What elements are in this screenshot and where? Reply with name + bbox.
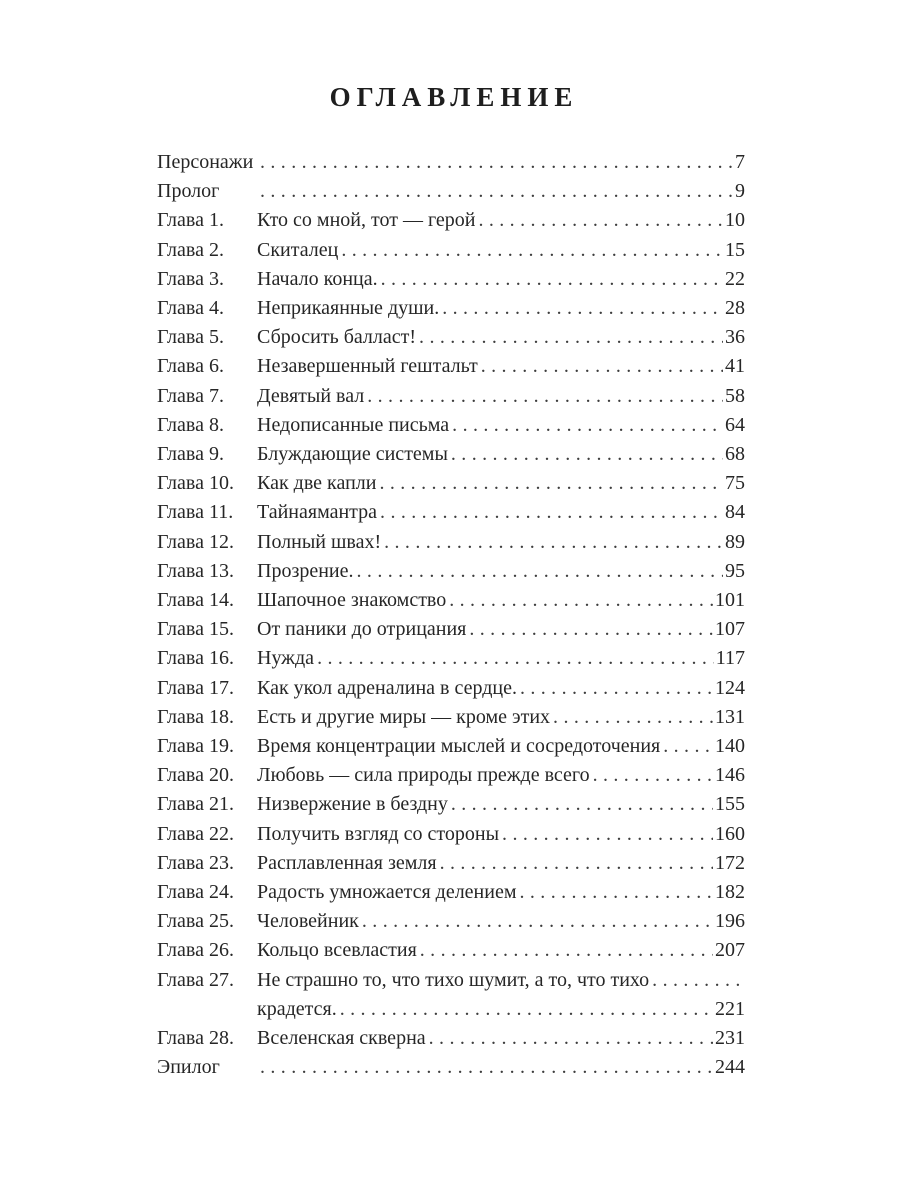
toc-entry-title: Не страшно то, что тихо шумит, а то, что тихо	[257, 968, 650, 991]
toc-entry-page: 160	[715, 822, 745, 845]
toc-entry-label: Глава 3.	[157, 267, 224, 290]
toc-entry-page: 146	[715, 764, 745, 787]
toc-entry-page: 172	[715, 851, 745, 874]
toc-entry-page: 36	[725, 326, 745, 349]
toc-entry-label: Глава 26.	[157, 939, 234, 962]
toc-entry-label: Глава 2.	[157, 238, 224, 261]
toc-entry-page: 22	[725, 267, 745, 290]
toc-entry-label: Глава 10.	[157, 472, 234, 495]
toc-entry-title: Кольцо всевластия	[257, 939, 417, 962]
toc-entry-label: Глава 27.	[157, 968, 234, 991]
toc-entry-title: Получить взгляд со стороны	[257, 822, 500, 845]
toc-entry	[157, 352, 745, 381]
toc-entry-title: Расплавленная земля	[257, 851, 437, 874]
toc-entry-label: Глава 20.	[157, 764, 234, 787]
toc-entry-page: 95	[725, 559, 745, 582]
toc-entry-label: Глава 17.	[157, 676, 234, 699]
toc-entry-title: Прозрение.	[257, 559, 354, 582]
toc-entry	[157, 966, 745, 995]
toc-entry	[157, 878, 745, 907]
toc-entry-page: 207	[715, 939, 745, 962]
toc-entry-label: Глава 19.	[157, 735, 234, 758]
toc-entry-label: Глава 25.	[157, 910, 234, 933]
toc-entry-label: Глава 7.	[157, 384, 224, 407]
dot-leader	[417, 936, 713, 965]
dot-leader	[439, 294, 723, 323]
toc-entry-label: Пролог	[157, 180, 220, 203]
toc-entry	[157, 528, 745, 557]
dot-leader	[517, 878, 714, 907]
toc-entry-page: 10	[725, 209, 745, 232]
toc-entry-page: 131	[715, 705, 745, 728]
toc-entry-label: Персонажи	[157, 151, 254, 173]
toc-entry	[157, 732, 745, 761]
toc-entry-page: 231	[715, 1027, 745, 1050]
page-title: ОГЛАВЛЕНИЕ	[329, 82, 579, 112]
toc-entry-title: Нужда	[257, 647, 315, 670]
toc-entry-page: 15	[725, 238, 745, 261]
dot-leader	[338, 236, 723, 265]
toc-entry-title: Вселенская скверна	[257, 1027, 426, 1050]
toc-entry-page: 64	[725, 413, 745, 436]
toc-entry	[157, 849, 745, 878]
toc-entry-page: 140	[715, 735, 745, 758]
toc-entry-title: Блуждающие системы	[257, 443, 448, 466]
toc-entry	[157, 382, 745, 411]
dot-leader	[448, 790, 713, 819]
toc-entry	[157, 1024, 745, 1053]
dot-leader	[257, 1053, 713, 1082]
toc-entry	[157, 615, 745, 644]
toc-entry-label: Глава 4.	[157, 297, 224, 320]
dot-leader	[378, 265, 723, 294]
dot-leader	[416, 323, 723, 352]
toc-entry	[157, 265, 745, 294]
toc-entry-title: Любовь — сила природы прежде всего	[257, 764, 590, 787]
toc-entry-label: Глава 23.	[157, 851, 234, 874]
dot-leader	[257, 177, 733, 206]
toc-entry-title: Человейник	[257, 910, 359, 933]
toc-entry-title: Как укол адреналина в сердце.	[257, 676, 517, 699]
toc-entry	[157, 644, 745, 673]
toc-entry	[157, 440, 745, 469]
dot-leader	[590, 761, 713, 790]
toc-entry-page: 101	[715, 589, 745, 612]
toc-entry-label: Глава 12.	[157, 530, 234, 553]
toc-entry-title: Радость умножается делением	[257, 881, 517, 904]
toc-entry	[157, 469, 745, 498]
toc-entry-page: 7	[735, 151, 745, 173]
toc-entry-page: 28	[725, 297, 745, 320]
dot-leader	[448, 440, 723, 469]
toc-entry-label: Глава 16.	[157, 647, 234, 670]
toc-entry	[157, 498, 745, 527]
dot-leader	[314, 644, 714, 673]
toc-entry-title: Неприкаянные души.	[257, 297, 440, 320]
toc-entry-title: Есть и другие миры — кроме этих	[257, 705, 551, 728]
toc-entry-title: Девятый вал	[257, 384, 365, 407]
toc-entry-title: Скиталец	[257, 238, 339, 261]
toc-entry-page: 117	[715, 647, 745, 670]
toc-entry	[157, 790, 745, 819]
dot-leader	[660, 732, 713, 761]
toc-entry-page: 155	[715, 793, 745, 816]
toc-entry-title: Начало конца.	[257, 267, 378, 290]
toc-entry-page: 41	[725, 355, 745, 378]
toc-entry	[157, 411, 745, 440]
toc-entry-label: Глава 13.	[157, 559, 234, 582]
toc-entry-title: Низвержение в бездну	[257, 793, 448, 816]
toc-entry	[157, 674, 745, 703]
dot-leader	[475, 206, 723, 235]
toc-entry	[157, 995, 745, 1024]
toc-entry-label: Эпилог	[157, 1056, 220, 1079]
toc-entry-page: 221	[715, 997, 745, 1020]
toc-entry-label: Глава 22.	[157, 822, 234, 845]
dot-leader	[376, 469, 723, 498]
toc-entry-label: Глава 9.	[157, 443, 224, 466]
dot-leader	[437, 849, 713, 878]
toc-entry-title: Как две капли	[257, 472, 377, 495]
toc-entry	[157, 936, 745, 965]
toc-entry-label: Глава 6.	[157, 355, 224, 378]
toc-entry-page: 9	[735, 180, 745, 203]
toc-entry-label: Глава 5.	[157, 326, 224, 349]
toc-entry-page: 182	[715, 881, 745, 904]
toc-entry	[157, 236, 745, 265]
dot-leader	[377, 498, 723, 527]
toc-entry-title: Кто со мной, тот — герой	[257, 209, 476, 232]
toc-entry	[157, 1053, 745, 1082]
toc-entry-page: 84	[725, 501, 745, 524]
dot-leader	[359, 907, 713, 936]
dot-leader	[381, 528, 723, 557]
toc-entry	[157, 323, 745, 352]
toc-entry-page: 244	[715, 1056, 745, 1079]
toc-entry-page: 124	[715, 676, 745, 699]
dot-leader	[257, 148, 733, 177]
dot-leader	[364, 382, 723, 411]
dot-leader	[517, 674, 713, 703]
dot-leader	[337, 995, 713, 1024]
toc-entry-page: 58	[725, 384, 745, 407]
dot-leader	[426, 1024, 713, 1053]
toc-entry-page: 89	[725, 530, 745, 553]
toc-entry-title: Тайнаямантра	[257, 501, 378, 524]
toc-entry-label: Глава 15.	[157, 618, 234, 641]
toc-entry-label: Глава 14.	[157, 589, 234, 612]
toc-entry	[157, 907, 745, 936]
toc-entry-label: Глава 24.	[157, 881, 234, 904]
toc-entry-title: От паники до отрицания	[257, 618, 467, 641]
toc-entry-label: Глава 11.	[157, 501, 234, 524]
toc-entry-page: 75	[725, 472, 745, 495]
toc-entry	[157, 206, 745, 235]
toc-entry	[157, 703, 745, 732]
toc-list	[157, 148, 745, 1083]
toc-entry	[157, 557, 745, 586]
dot-leader	[499, 820, 713, 849]
toc-entry-title: Сбросить балласт!	[257, 326, 417, 349]
dot-leader	[449, 411, 723, 440]
toc-entry-label: Глава 28.	[157, 1027, 234, 1050]
toc-entry-page: 196	[715, 910, 745, 933]
toc-entry-title: Шапочное знакомство	[257, 589, 447, 612]
toc-entry	[157, 148, 745, 177]
toc-entry-page: 68	[725, 443, 745, 466]
toc-entry	[157, 761, 745, 790]
dot-leader	[550, 703, 713, 732]
toc-entry	[157, 586, 745, 615]
dot-leader	[446, 586, 713, 615]
toc-entry	[157, 820, 745, 849]
toc-entry-title: Недописанные письма	[257, 413, 450, 436]
dot-leader	[354, 557, 723, 586]
dot-leader	[649, 966, 743, 995]
toc-entry-label: Глава 1.	[157, 209, 224, 232]
toc-entry	[157, 294, 745, 323]
toc-entry-title: Время концентрации мыслей и сосредоточения	[257, 735, 661, 758]
toc-entry-title: Незавершенный гештальт	[257, 355, 478, 378]
toc-entry-page: 107	[715, 618, 745, 641]
toc-entry-title: Полный швах!	[257, 530, 382, 553]
toc-entry	[157, 177, 745, 206]
dot-leader	[466, 615, 713, 644]
toc-entry-title: крадется.	[257, 997, 337, 1020]
toc-entry-label: Глава 21.	[157, 793, 234, 816]
toc-entry-label: Глава 18.	[157, 705, 234, 728]
dot-leader	[478, 352, 723, 381]
toc-entry-label: Глава 8.	[157, 413, 224, 436]
